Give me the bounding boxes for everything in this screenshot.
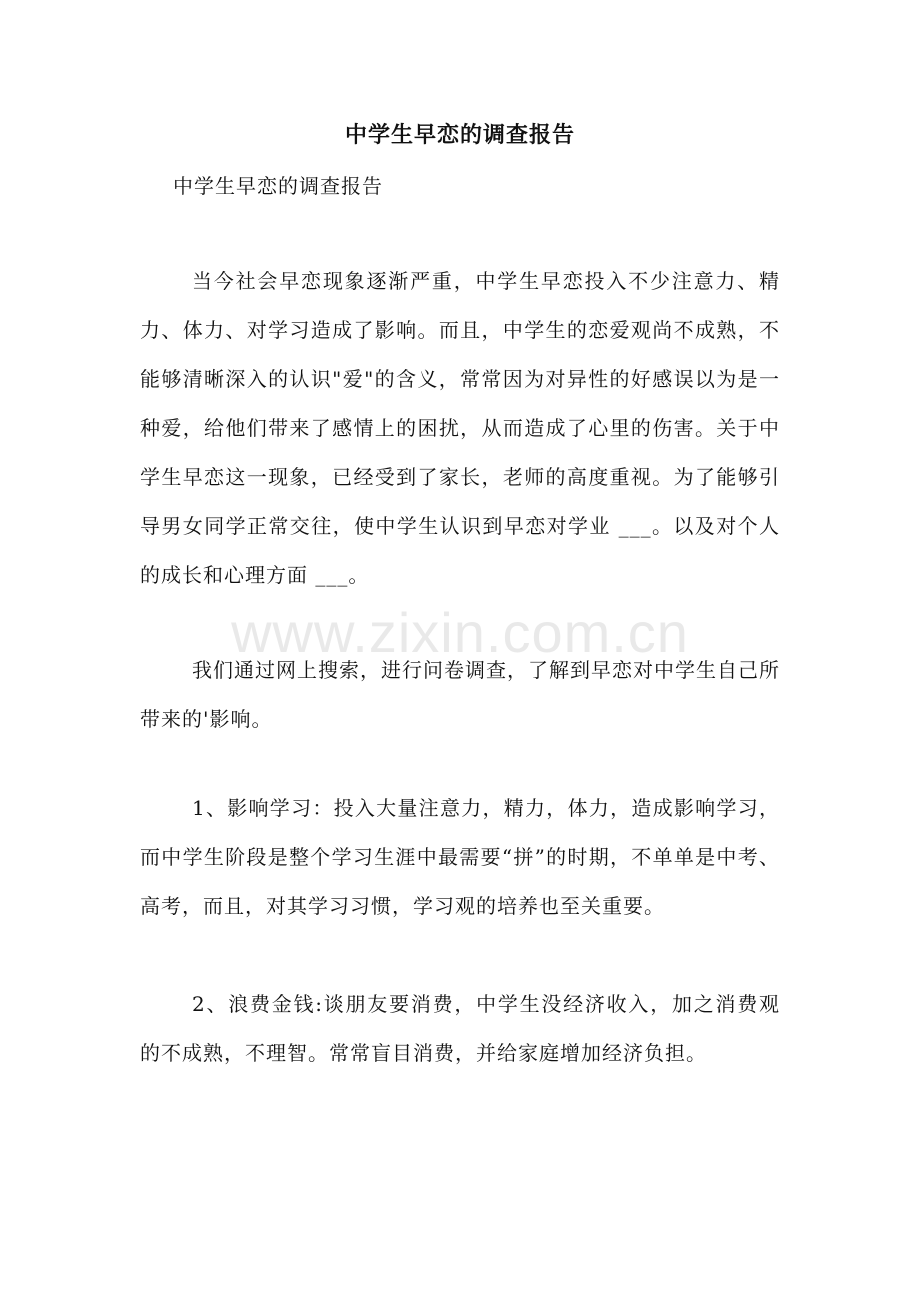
paragraph-method: 我们通过网上搜索，进行问卷调查，了解到早恋对中学生自己所带来的'影响。 — [140, 658, 780, 731]
paragraph-effect-study: 1、影响学习：投入大量注意力，精力，体力，造成影响学习，而中学生阶段是整个学习生涯中最需要“拼”的时期，不单单是中考、高考，而且，对其学习习惯，学习观的培养也至关重要。 — [140, 796, 780, 918]
document-subtitle: 中学生早恋的调查报告 — [173, 174, 383, 198]
paragraph-intro: 当今社会早恋现象逐渐严重，中学生早恋投入不少注意力、精力、体力、对学习造成了影响。而且，中学生的恋爱观尚不成熟，不能够清晰深入的认识"爱"的含义，常常因为对异性的好感误以为是一种爱，给他们带来了感情上的困扰，从而造成了心里的伤害。关于中学生早恋这一现象，已经受到了家长，老师的高度重视。为了能够引导男女同学正常交往，使中学生认识到早恋对学业 ___。以及对个人的成长和心理方面 ___。 — [140, 269, 780, 587]
paragraph-effect-money: 2、浪费金钱:谈朋友要消费，中学生没经济收入，加之消费观的不成熟，不理智。常常盲目消费，并给家庭增加经济负担。 — [140, 992, 780, 1065]
watermark: www.zixin.com.cn — [231, 601, 689, 664]
document-title: 中学生早恋的调查报告 — [344, 122, 575, 148]
